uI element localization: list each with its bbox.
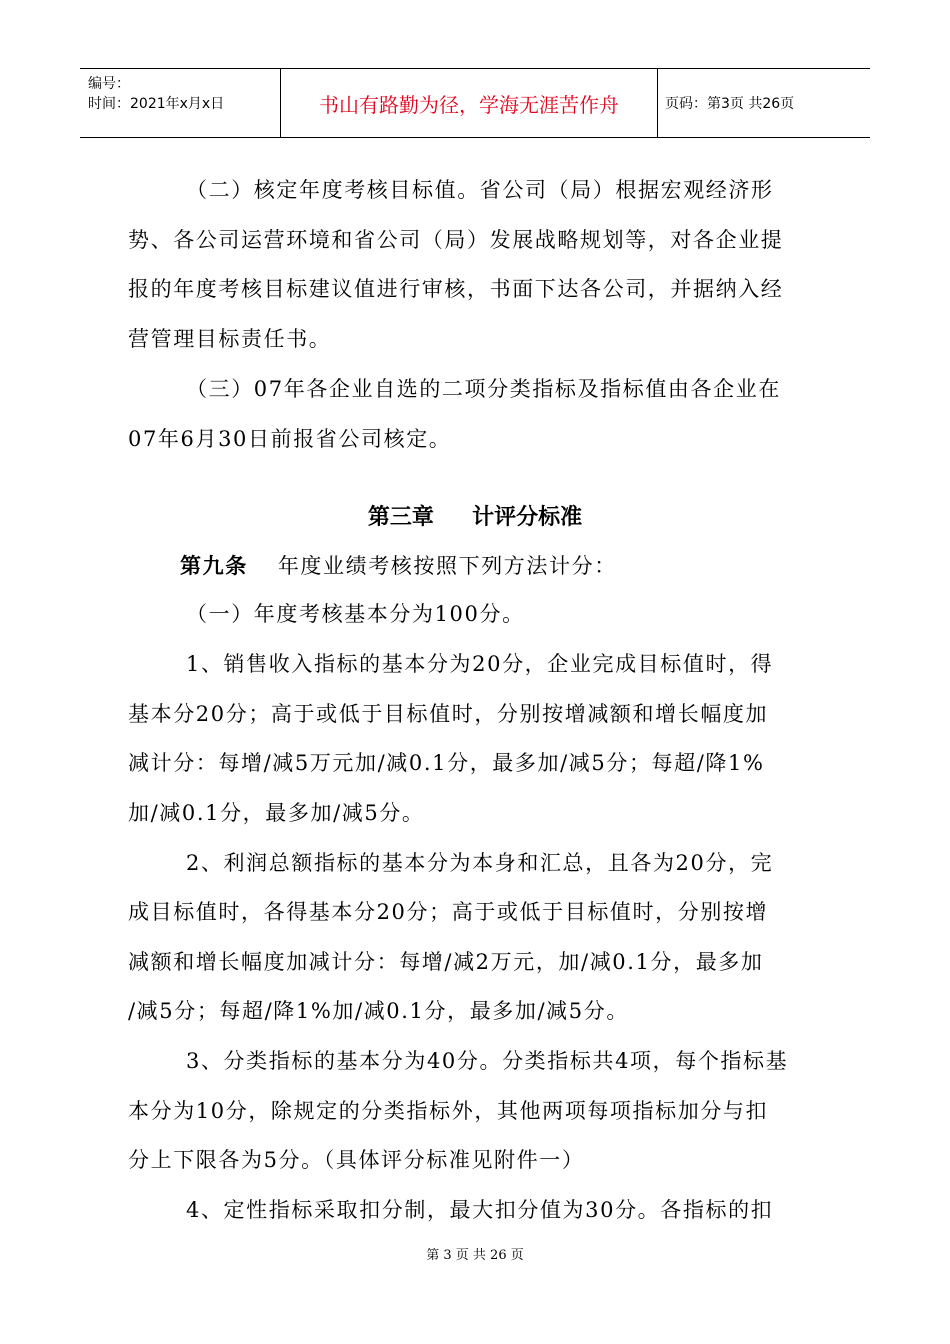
header-page-info: 页码：第3页 共26页 <box>665 96 795 112</box>
header-motto: 书山有路勤为径，学海无涯苦作舟 <box>281 69 658 137</box>
text-line: 基本分20分；高于或低于目标值时，分别按增减额和增长幅度加 <box>128 702 769 726</box>
number-label: 编号： <box>88 76 130 92</box>
page-header <box>80 68 870 138</box>
text-line: 2、利润总额指标的基本分为本身和汇总，且各为20分，完 <box>186 851 774 875</box>
page-footer: 第 3 页 共 26 页 <box>426 1248 524 1263</box>
text-line: /减5分；每超/降1%加/减0.1分，最多加/减5分。 <box>128 999 629 1023</box>
header-meta-cell <box>80 69 281 137</box>
chapter-heading: 第三章 计评分标准 <box>367 505 583 530</box>
text-line: （二）核定年度考核目标值。省公司（局）根据宏观经济形 <box>186 178 774 202</box>
text-line: 4、定性指标采取扣分制，最大扣分值为30分。各指标的扣 <box>186 1198 774 1222</box>
text-line: 分上下限各为5分。（具体评分标准见附件一） <box>128 1148 585 1172</box>
text-line: 3、分类指标的基本分为40分。分类指标共4项，每个指标基 <box>186 1049 789 1073</box>
text-line: 成目标值时，各得基本分20分；高于或低于目标值时，分别按增 <box>128 900 769 924</box>
text-line: 加/减0.1分，最多加/减5分。 <box>128 801 425 825</box>
text-line: 减计分：每增/减5万元加/减0.1分，最多加/减5分；每超/降1% <box>128 751 765 775</box>
text-line: 本分为10分，除规定的分类指标外，其他两项每项指标加分与扣 <box>128 1099 769 1123</box>
text-line: 1、销售收入指标的基本分为20分，企业完成目标值时，得 <box>186 652 774 676</box>
text-line: 报的年度考核目标建议值进行审核，书面下达各公司，并据纳入经 <box>128 277 784 301</box>
text-line: 减额和增长幅度加减计分：每增/减2万元，加/减0.1分，最多加 <box>128 950 764 974</box>
text-line: 势、各公司运营环境和省公司（局）发展战略规划等，对各企业提 <box>128 228 784 252</box>
text-line: 营管理目标责任书。 <box>128 327 332 351</box>
date-label: 时间：2021年x月x日 <box>88 96 225 112</box>
text-line: （一）年度考核基本分为100分。 <box>186 602 525 626</box>
text-line: （三）07年各企业自选的二项分类指标及指标值由各企业在 <box>186 377 781 401</box>
article-text: 年度业绩考核按照下列方法计分： <box>277 554 617 578</box>
article-label: 第九条 <box>180 554 248 578</box>
article-line <box>180 552 617 580</box>
text-line: 07年6月30日前报省公司核定。 <box>128 427 452 451</box>
